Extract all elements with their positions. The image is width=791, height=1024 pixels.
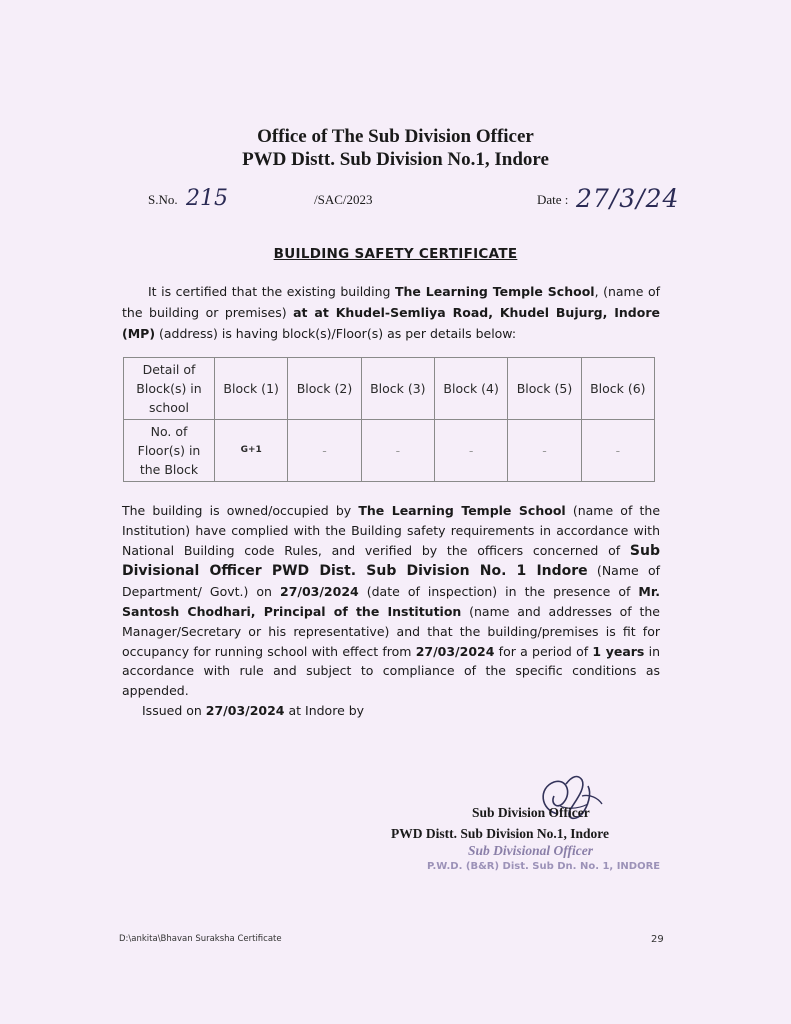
- validity-period: 1 years: [592, 643, 645, 659]
- floor-cell: -: [288, 420, 361, 482]
- intro-paragraph: It is certified that the existing building The Learning Temple School, (name of the building or premises) at at Khudel-Semliya Road, Khudel Bujurg, Indore (MP) (address) is having block(s)/Floor(s) as per details below:: [122, 284, 661, 341]
- sac-reference: /SAC/2023: [314, 192, 373, 207]
- serial-number-label: S.No.: [148, 192, 178, 207]
- blocks-table: [123, 357, 655, 482]
- block-cell: Block (2): [288, 358, 361, 420]
- office-subtitle: PWD Distt. Sub Division No.1, Indore: [242, 149, 549, 170]
- footer-file-path: D:\ankita\Bhavan Suraksha Certificate: [119, 934, 282, 944]
- office-title: Office of The Sub Division Officer: [257, 126, 534, 147]
- date-handwritten: 27/3/24: [576, 184, 680, 213]
- seal-stamp-address: P.W.D. (B&R) Dist. Sub Dn. No. 1, INDORE: [427, 861, 661, 872]
- page-number: 29: [651, 934, 664, 945]
- signatory-office: PWD Distt. Sub Division No.1, Indore: [391, 826, 610, 841]
- effective-date: 27/03/2024: [415, 643, 495, 659]
- certificate-title: BUILDING SAFETY CERTIFICATE: [273, 246, 518, 262]
- date-label: Date :: [537, 192, 569, 207]
- block-cell: Block (4): [434, 358, 507, 420]
- table-row: [124, 420, 655, 482]
- floor-cell: -: [361, 420, 434, 482]
- serial-number-handwritten: 215: [186, 186, 228, 211]
- signatory-title: Sub Division Officer: [472, 805, 590, 820]
- floor-cell: -: [581, 420, 654, 482]
- body-paragraph: The building is owned/occupied by The Learning Temple School (name of the Institution) have complied with the Building safety requirements in accordance with National Building code Rules, and verified by the officers concerned of Sub Divisional Officer PWD Dist. Sub Division No. 1 Indore (Name of Department/ Govt.) on 27/03/2024 (date of inspection) in the presence of Mr. Santosh Chodhari, Principal of the Institution (name and addresses of the Manager/Secretary or his representative) and that the building/premises is fit for occupancy for running school with effect from 27/03/2024 for a period of 1 years in accordance with rule and subject to compliance of the specific conditions as appended.: [122, 503, 661, 699]
- floor-cell: -: [434, 420, 507, 482]
- building-address: at at Khudel-Semliya Road, Khudel Bujurg, Indore (MP): [122, 305, 660, 341]
- block-cell: Block (6): [581, 358, 654, 420]
- building-name: The Learning Temple School: [394, 284, 595, 299]
- row-header-floors: No. of Floor(s) in the Block: [124, 420, 215, 482]
- issued-line: Issued on 27/03/2024 at Indore by: [142, 703, 365, 718]
- floor-cell: -: [508, 420, 581, 482]
- department-name: Sub Divisional Officer PWD Dist. Sub Division No. 1 Indore: [122, 542, 660, 580]
- block-cell: Block (3): [361, 358, 434, 420]
- block-cell: Block (5): [508, 358, 581, 420]
- institution-name: The Learning Temple School: [358, 503, 566, 518]
- floor-cell: G+1: [215, 420, 288, 482]
- table-row: [124, 358, 655, 420]
- inspection-date: 27/03/2024: [280, 584, 359, 600]
- row-header-blocks: Detail of Block(s) in school: [124, 358, 215, 420]
- seal-stamp-title: Sub Divisional Officer: [468, 843, 594, 858]
- representative-name: Mr. Santosh Chodhari, Principal of the Institution: [122, 584, 660, 619]
- issued-date: 27/03/2024: [205, 703, 285, 718]
- block-cell: Block (1): [215, 358, 288, 420]
